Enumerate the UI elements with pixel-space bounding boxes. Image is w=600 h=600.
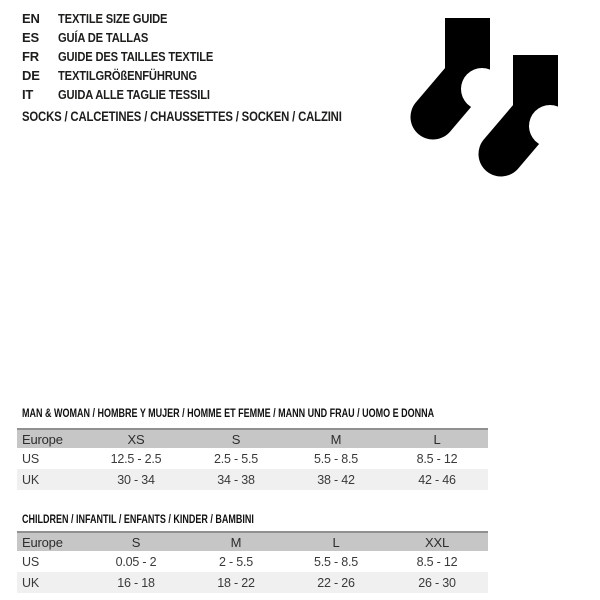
column-header-size: L <box>386 429 488 448</box>
language-code: EN <box>22 11 40 26</box>
table-title <box>22 406 488 420</box>
size-value: 26 - 30 <box>386 572 488 593</box>
size-value: 2.5 - 5.5 <box>213 451 259 466</box>
column-header-size: M <box>286 429 386 448</box>
language-label: TEXTILGRÖßENFÜHRUNG <box>58 68 197 83</box>
row-label: US <box>22 554 39 569</box>
language-row-de <box>22 66 238 85</box>
size-table-section-man-woman <box>17 406 488 490</box>
table-row-uk <box>17 572 488 593</box>
row-label: UK <box>17 572 86 593</box>
table-row-us <box>17 448 488 469</box>
size-table-children <box>17 531 488 593</box>
size-value: 42 - 46 <box>386 469 488 490</box>
language-row-es <box>22 28 238 47</box>
column-header-size: M <box>186 532 286 551</box>
column-header-region: Europe <box>17 532 86 551</box>
language-label: GUÍA DE TALLAS <box>58 30 149 45</box>
size-value: 22 - 26 <box>286 572 386 593</box>
size-value: 30 - 34 <box>86 469 186 490</box>
language-label: TEXTILE SIZE GUIDE <box>58 11 168 26</box>
product-category-title: SOCKS / CALCETINES / CHAUSSETTES / SOCKEN / CALZINI <box>22 109 342 124</box>
sock-back-shape <box>433 18 503 117</box>
size-table-section-children <box>17 512 488 593</box>
table-row-uk <box>17 469 488 490</box>
table-row-us <box>17 551 488 572</box>
column-header-size: S <box>86 532 186 551</box>
size-value: 16 - 18 <box>86 572 186 593</box>
language-code: DE <box>22 68 40 83</box>
column-header-size: XXL <box>386 532 488 551</box>
size-value: 0.05 - 2 <box>115 554 157 569</box>
size-value: 12.5 - 2.5 <box>110 451 162 466</box>
language-label: GUIDA ALLE TAGLIE TESSILI <box>58 87 210 102</box>
language-row-en <box>22 9 238 28</box>
column-header-size: S <box>186 429 286 448</box>
sock-front-shape <box>501 51 571 154</box>
size-value: 8.5 - 12 <box>416 451 458 466</box>
size-value: 8.5 - 12 <box>416 554 458 569</box>
table-header-row <box>17 532 488 551</box>
size-value: 2 - 5.5 <box>218 554 254 569</box>
language-code: FR <box>22 49 39 64</box>
language-code: ES <box>22 30 39 45</box>
row-label: US <box>22 451 39 466</box>
column-header-region: Europe <box>17 429 86 448</box>
socks-icon <box>405 5 575 185</box>
size-table-man-woman <box>17 428 488 490</box>
size-value: 18 - 22 <box>186 572 286 593</box>
column-header-size: XS <box>86 429 186 448</box>
table-title <box>22 512 488 526</box>
size-value: 5.5 - 8.5 <box>313 451 359 466</box>
table-header-row <box>17 429 488 448</box>
row-label: UK <box>17 469 86 490</box>
table-title-text: MAN & WOMAN / HOMBRE Y MUJER / HOMME ET FEMME / MANN UND FRAU / UOMO E DONNA <box>22 406 435 420</box>
size-value: 34 - 38 <box>186 469 286 490</box>
column-header-size: L <box>286 532 386 551</box>
language-label: GUIDE DES TAILLES TEXTILE <box>58 49 214 64</box>
size-value: 38 - 42 <box>286 469 386 490</box>
size-value: 5.5 - 8.5 <box>313 554 359 569</box>
language-list <box>22 9 238 104</box>
language-row-it <box>22 85 238 104</box>
table-title-text: CHILDREN / INFANTIL / ENFANTS / KINDER / BAMBINI <box>22 512 254 526</box>
language-code: IT <box>22 87 34 102</box>
language-row-fr <box>22 47 238 66</box>
